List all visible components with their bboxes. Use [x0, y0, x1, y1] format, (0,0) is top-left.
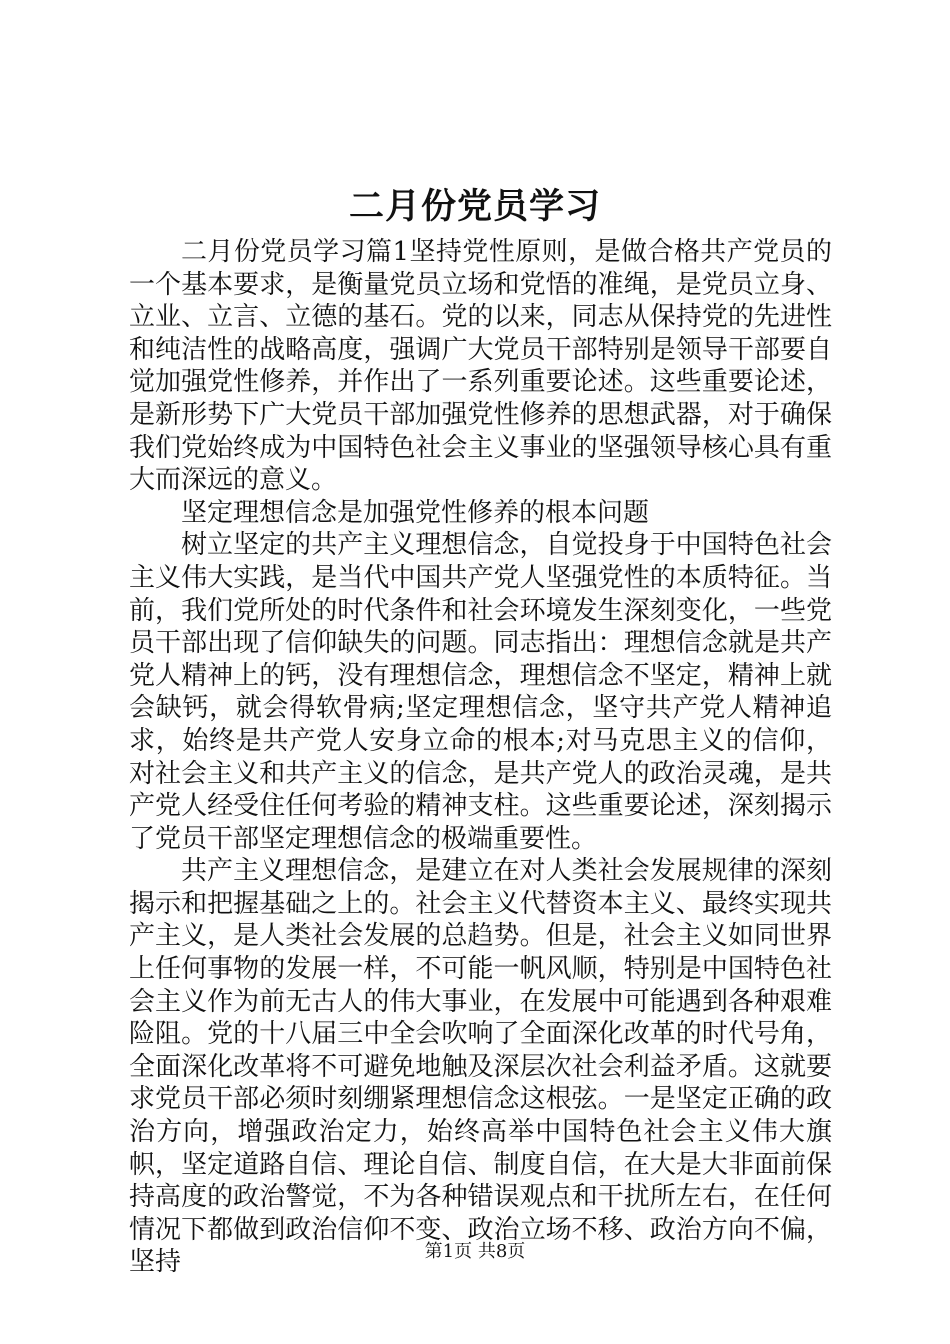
page-footer: 第1页 共8页: [424, 1241, 526, 1262]
paragraph-2: 树立坚定的共产主义理想信念，自觉投身于中国特色社会主义伟大实践，是当代中国共产党人坚强党性的本质特征。当前，我们党所处的时代条件和社会环境发生深刻变化，一些党员干部出现了信仰缺失的问题。同志指出：理想信念就是共产党人精神上的钙，没有理想信念，理想信念不坚定，精神上就会缺钙，就会得软骨病;坚定理想信念，坚守共产党人精神追求，始终是共产党人安身立命的根本;对马克思主义的信仰，对社会主义和共产主义的信念，是共产党人的政治灵魂，是共产党人经受住任何考验的精神支柱。这些重要论述，深刻揭示了党员干部坚定理想信念的极端重要性。: [129, 530, 832, 854]
page-title: 二月份党员学习: [348, 186, 601, 227]
paragraph-1: 二月份党员学习篇1坚持党性原则，是做合格共产党员的一个基本要求，是衡量党员立场和党悟的准绳，是党员立身、立业、立言、立德的基石。党的以来，同志从保持党的先进性和纯洁性的战略高度，强调广大党员干部特别是领导干部要自觉加强党性修养，并作出了一系列重要论述。这些重要论述，是新形势下广大党员干部加强党性修养的思想武器，对于确保我们党始终成为中国特色社会主义事业的坚强领导核心具有重大而深远的意义。: [129, 237, 832, 496]
section-heading: 坚定理想信念是加强党性修养的根本问题: [181, 497, 650, 528]
document-body: [129, 236, 832, 1279]
paragraph-3: 共产主义理想信念，是建立在对人类社会发展规律的深刻揭示和把握基础之上的。社会主义代替资本主义、最终实现共产主义，是人类社会发展的总趋势。但是，社会主义如同世界上任何事物的发展一样，不可能一帆风顺，特别是中国特色社会主义作为前无古人的伟大事业，在发展中可能遇到各种艰难险阻。党的十八届三中全会吹响了全面深化改革的时代号角，全面深化改革将不可避免地触及深层次社会利益矛盾。这就要求党员干部必须时刻绷紧理想信念这根弦。一是坚定正确的政治方向，增强政治定力，始终高举中国特色社会主义伟大旗帜，坚定道路自信、理论自信、制度自信，在大是大非面前保持高度的政治警觉，不为各种错误观点和干扰所左右，在任何情况下都做到政治信仰不变、政治立场不移、政治方向不偏，坚持: [129, 856, 832, 1278]
